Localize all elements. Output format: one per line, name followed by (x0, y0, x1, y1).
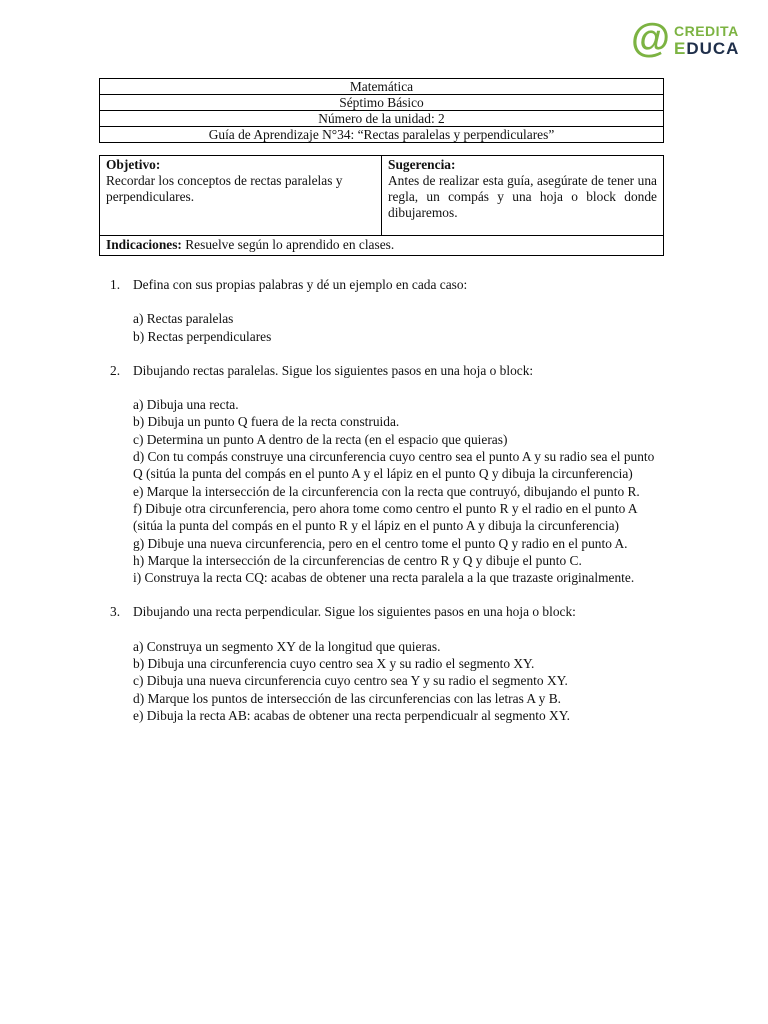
list-item: h) Marque la intersección de la circunferencias de centro R y Q y dibuje el punto C. (133, 552, 582, 568)
header-guide-title: Guía de Aprendizaje N°34: “Rectas paralelas y perpendiculares” (100, 127, 664, 143)
logo-word-credita: CREDITA (674, 23, 739, 39)
question-text: Defina con sus propias palabras y dé un ejemplo en cada caso: (133, 277, 468, 292)
list-item: f) Dibuje otra circunferencia, pero ahora tome como centro el punto R y el radio en el punto A (sitúa la punta del compás en el punto R y el lápiz en el punto A y dibuja la circunferencia) (133, 500, 637, 534)
question-3 (110, 603, 655, 620)
list-item: i) Construya la recta CQ: acabas de obtener una recta paralela a la que trazaste originalmente. (133, 570, 635, 586)
indicaciones-label: Indicaciones: (106, 237, 182, 252)
list-item: g) Dibuje una nueva circunferencia, pero en el centro tome el punto Q y radio en el punto A. (133, 535, 628, 551)
list-item: a) Rectas paralelas (133, 311, 234, 327)
question-text: Dibujando rectas paralelas. Sigue los siguientes pasos en una hoja o block: (133, 362, 534, 378)
header-subject: Matemática (100, 79, 664, 95)
list-item: a) Construya un segmento XY de la longitud que quieras. (133, 638, 441, 654)
list-item: d) Marque los puntos de intersección de las circunferencias con las letras A y B. (133, 690, 561, 706)
logo-e-letter: E (674, 39, 687, 58)
list-item: e) Dibuja la recta AB: acabas de obtener una recta perpendicualr al segmento XY. (133, 707, 570, 723)
question-1 (110, 276, 655, 293)
header-unit: Número de la unidad: 2 (100, 111, 664, 127)
objetivo-cell (100, 156, 382, 236)
logo-word-educa (674, 39, 739, 59)
indicaciones-cell (100, 236, 664, 256)
question-number: 3. (110, 604, 121, 620)
indicaciones-text: Resuelve según lo aprendido en clases. (181, 237, 395, 252)
objetivo-label: Objetivo: (106, 157, 161, 172)
logo-at-symbol: @ (631, 16, 671, 60)
questions-list (110, 276, 655, 724)
list-item: e) Marque la intersección de la circunferencia con la recta que contruyó, dibujando el punto R. (133, 483, 640, 499)
sugerencia-label: Sugerencia: (388, 157, 456, 172)
question-2 (110, 362, 655, 379)
info-table (99, 155, 664, 256)
question-text: Dibujando una recta perpendicular. Sigue los siguientes pasos en una hoja o block: (133, 604, 576, 620)
objetivo-text: Recordar los conceptos de rectas paralelas y perpendiculares. (106, 173, 343, 204)
list-item: c) Dibuja una nueva circunferencia cuyo centro sea Y y su radio el segmento XY. (133, 673, 568, 689)
question-number: 2. (110, 362, 121, 378)
list-item: a) Dibuja una recta. (133, 397, 239, 413)
header-grade: Séptimo Básico (100, 95, 664, 111)
list-item: b) Rectas perpendiculares (133, 328, 272, 344)
sugerencia-cell (382, 156, 664, 236)
list-item: b) Dibuja una circunferencia cuyo centro sea X y su radio el segmento XY. (133, 656, 535, 672)
logo-duca: DUCA (686, 39, 740, 58)
header-table (99, 78, 664, 143)
list-item: d) Con tu compás construye una circunferencia cuyo centro sea el punto A y su radio sea el punto Q (sitúa la punta del compás en el punto A y el lápiz en el punto Q y dibuja la circunferencia) (133, 449, 655, 482)
sugerencia-text: Antes de realizar esta guía, asegúrate de tener una regla, un compás y una hoja o block donde dibujaremos. (388, 173, 657, 220)
credita-educa-logo (631, 16, 746, 62)
list-item: b) Dibuja un punto Q fuera de la recta construida. (133, 414, 400, 430)
list-item: c) Determina un punto A dentro de la recta (en el espacio que quieras) (133, 431, 508, 447)
question-number: 1. (110, 277, 121, 292)
